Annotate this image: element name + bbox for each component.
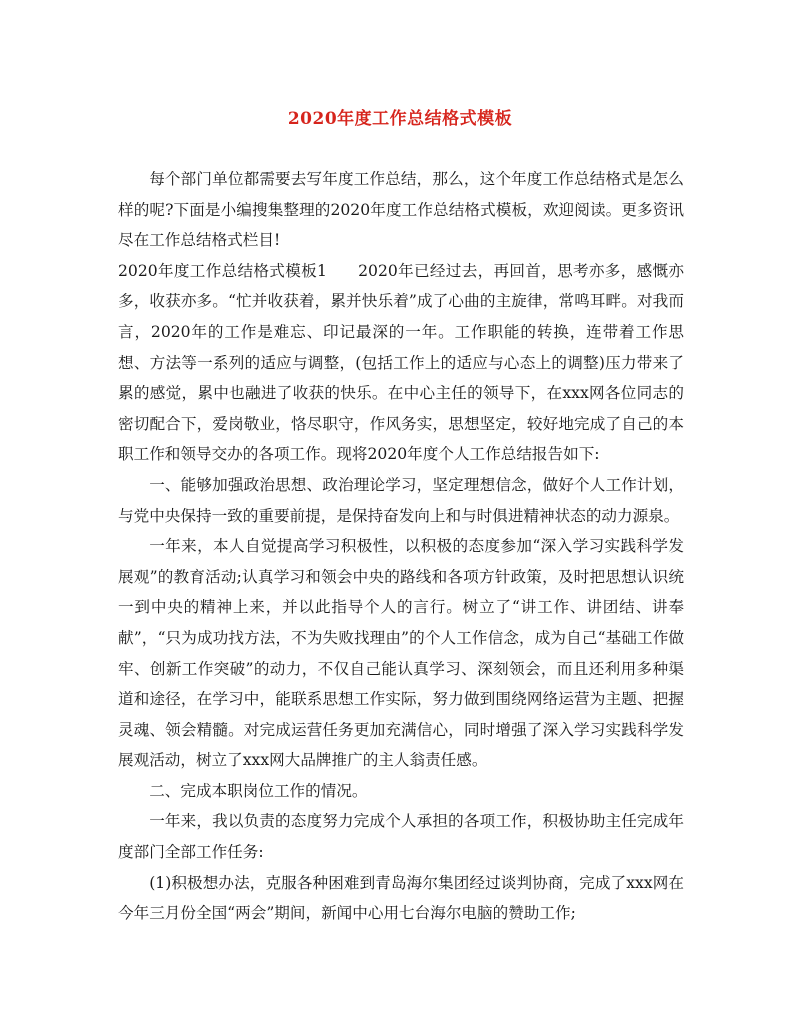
- document-title: 2020年度工作总结格式模板: [287, 109, 513, 129]
- template-paragraph: [118, 256, 684, 470]
- paragraph-2: 一、能够加强政治思想、政治理论学习，坚定理想信念，做好个人工作计划，与党中央保持一致的重要前提，是保持奋发向上和与时俱进精神状态的动力源泉。: [118, 475, 684, 525]
- document-body: [118, 164, 684, 929]
- paragraph-6: (1)积极想办法，克服各种困难到青岛海尔集团经过谈判协商，完成了xxx网在今年三月份全国“两会”期间，新闻中心用七台海尔电脑的赞助工作;: [118, 873, 684, 923]
- paragraph-1: 2020年已经过去，再回首，思考亦多，感慨亦多，收获亦多。“忙并收获着，累并快乐着”成了心曲的主旋律，常鸣耳畔。对我而言，2020年的工作是难忘、印记最深的一年。工作职能的转换，连带着工作思想、方法等一系列的适应与调整，(包括工作上的适应与心态上的调整)压力带来了累的感觉，累中也融进了收获的快乐。在中心主任的领导下，在xxx网各位同志的密切配合下，爱岗敬业，恪尽职守，作风务实，思想坚定，较好地完成了自己的本职工作和领导交办的各项工作。现将2020年度个人工作总结报告如下:: [118, 261, 685, 464]
- paragraph-5: 一年来，我以负责的态度努力完成个人承担的各项工作，积极协助主任完成年度部门全部工作任务:: [118, 812, 684, 862]
- intro-paragraph: 每个部门单位都需要去写年度工作总结，那么，这个年度工作总结格式是怎么样的呢?下面是小编搜集整理的2020年度工作总结格式模板，欢迎阅读。更多资讯尽在工作总结格式栏目!: [118, 170, 684, 250]
- paragraph-4: 二、完成本职岗位工作的情况。: [149, 781, 368, 800]
- paragraph-3: 一年来，本人自觉提高学习积极性，以积极的态度参加“深入学习实践科学发展观”的教育活动;认真学习和领会中央的路线和各项方针政策，及时把思想认识统一到中央的精神上来，并以此指导个人的言行。树立了“讲工作、讲团结、讲奉献”，“只为成功找方法，不为失败找理由”的个人工作信念，成为自己“基础工作做牢、创新工作突破”的动力，不仅自己能认真学习、深刻领会，而且还利用多种渠道和途径，在学习中，能联系思想工作实际，努力做到围绕网络运营为主题、把握灵魂、领会精髓。对完成运营任务更加充满信心，同时增强了深入学习实践科学发展观活动，树立了xxx网大品牌推广的主人翁责任感。: [118, 537, 684, 770]
- template-heading: 2020年度工作总结格式模板1: [118, 261, 327, 280]
